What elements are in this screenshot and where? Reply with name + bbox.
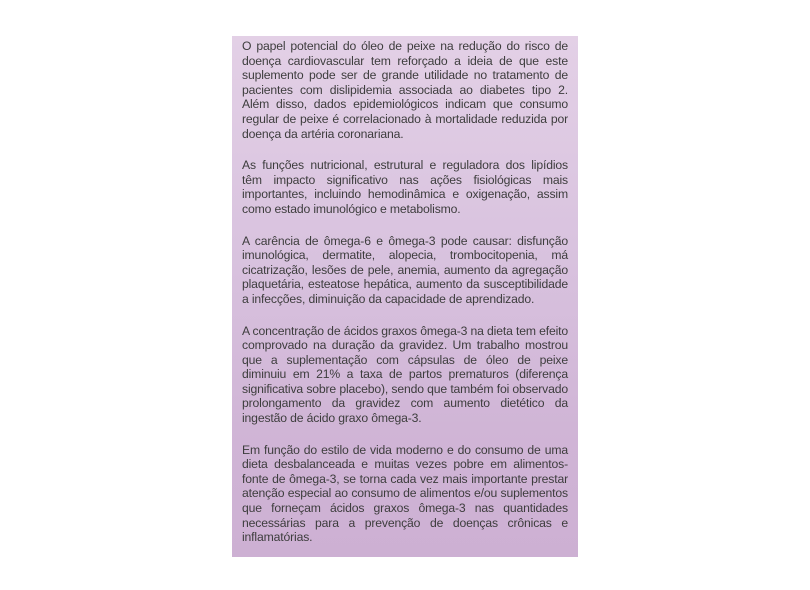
- paragraph-omega-deficiency: A carência de ômega-6 e ômega-3 pode causar: disfunção imunológica, dermatite, alopecia, trombocitopenia, má cicatrização, lesões de pele, anemia, aumento da agregação plaquetária, esteatose hepática, aumento da susceptibilidade a infecções, diminuição da capacidade de aprendizado.: [242, 233, 568, 306]
- paragraph-fish-oil: O papel potencial do óleo de peixe na redução do risco de doença cardiovascular tem reforçado a ideia de que este suplemento pode ser de grande utilidade no tratamento de pacientes com dislipidemia associada ao diabetes tipo 2. Além disso, dados epidemiológicos indicam que consumo regular de peixe é correlacionado à mortalidade reduzida por doença da artéria coronariana.: [242, 39, 568, 141]
- paragraph-modern-lifestyle: Em função do estilo de vida moderno e do consumo de uma dieta desbalanceada e muitas vezes pobre em alimentos-fonte de ômega-3, se torna cada vez mais importante prestar atenção especial ao consumo de alimentos e/ou suplementos que forneçam ácidos graxos ômega-3 nas quantidades necessárias para a prevenção de doenças crônicas e inflamatórias.: [242, 442, 568, 545]
- paragraph-lipid-functions: As funções nutricional, estrutural e reguladora dos lipídios têm impacto significativo nas ações fisiológicas mais importantes, incluindo hemodinâmica e oxigenação, assim como estado imunológico e metabolismo.: [242, 158, 568, 216]
- text-panel: [232, 36, 578, 557]
- paragraph-pregnancy: A concentração de ácidos graxos ômega-3 na dieta tem efeito comprovado na duração da gravidez. Um trabalho mostrou que a suplementação com cápsulas de óleo de peixe diminuiu em 21% a taxa de partos prematuros (diferença significativa sobre placebo), sendo que também foi observado prolongamento da gravidez com aumento dietético da ingestão de ácido graxo ômega-3.: [242, 323, 568, 426]
